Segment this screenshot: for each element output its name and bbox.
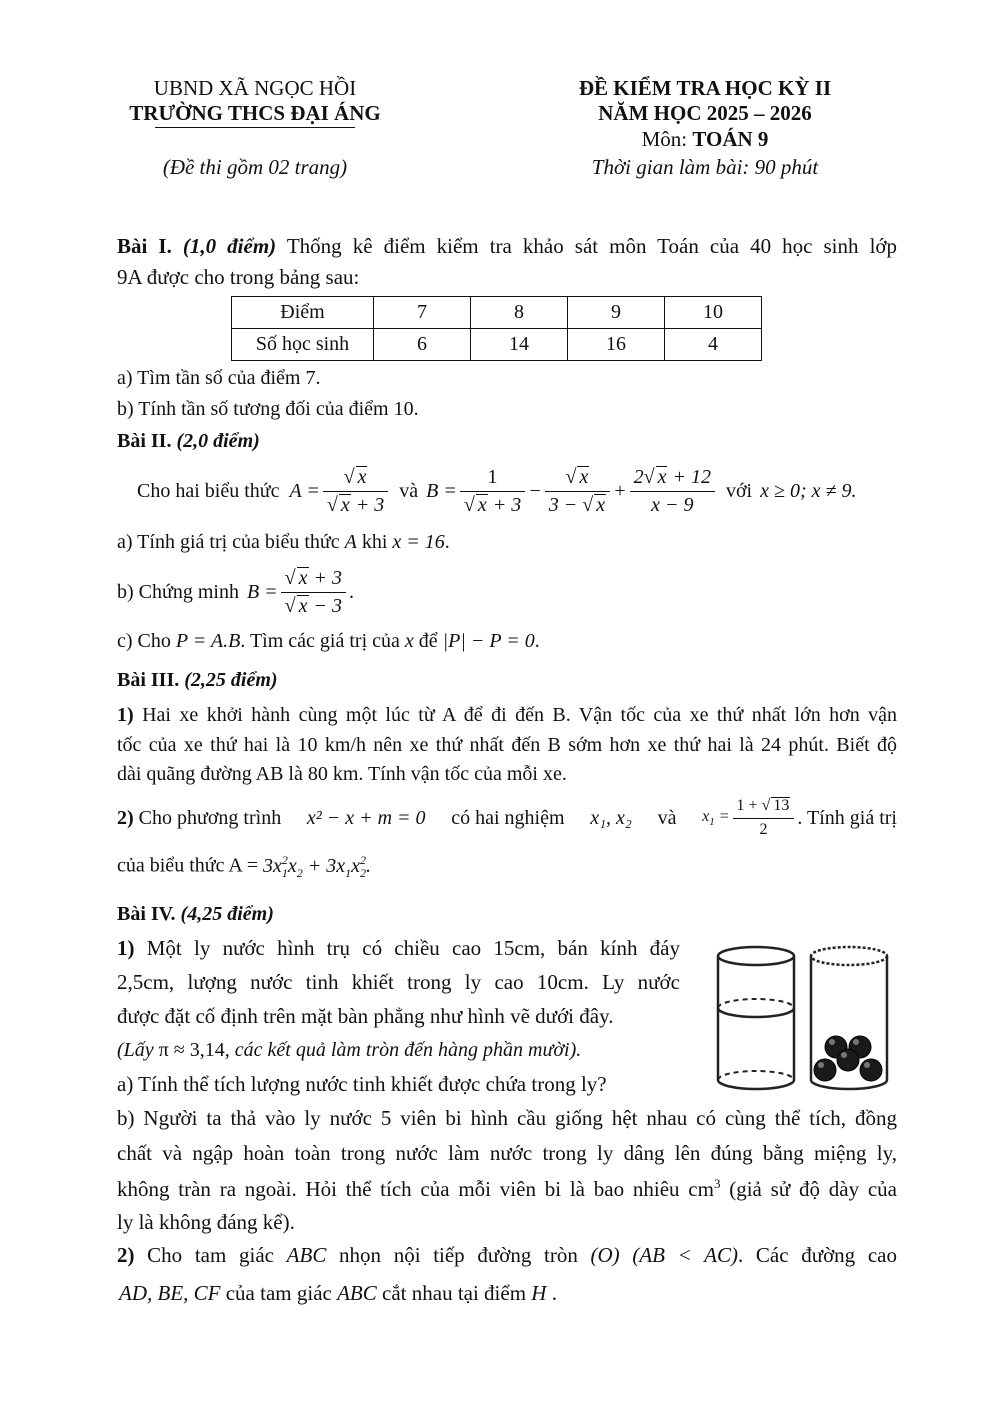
bai3-p2-root-value: $x_1$ = $\frac{1 + √ 13}{2}$ . Tính giá trị <box>702 797 897 838</box>
bai3-p2-suffix: . Tính giá trị <box>797 806 897 829</box>
bai2-heading <box>117 430 260 453</box>
bai3-p2-equation: x² − x + m = 0 <box>306 806 426 829</box>
bai3-p1-text1: Hai xe khởi hành cùng một lúc từ A để đi đến B. Vận tốc của xe thứ nhất lớn hơn vận <box>142 704 897 726</box>
cylinders-figure <box>712 938 898 1094</box>
bai1-points: (1,0 điểm) <box>182 234 277 258</box>
table-cell: 14 <box>471 329 568 361</box>
bai4-p2-num: 2) <box>117 1243 135 1267</box>
bai2-qc-de: để <box>418 630 438 652</box>
bai3-title: Bài III. <box>117 669 180 691</box>
header-school-name: TRƯỜNG THCS ĐẠI ÁNG <box>129 101 381 125</box>
bai2-and: và <box>399 479 419 502</box>
bai4-heading <box>117 903 274 926</box>
table-cell: Điểm <box>232 297 374 329</box>
table-cell: 10 <box>665 297 762 329</box>
bai4-p1-line1 <box>117 936 680 961</box>
expr-b-label: B = <box>426 479 457 502</box>
bai2-qa-text: a) Tính giá trị của biểu thức <box>117 531 340 553</box>
bai3-p2-expr-prefix: của biểu thức A = <box>117 854 258 877</box>
header-exam-title: ĐỀ KIỂM TRA HỌC KỲ II <box>578 76 832 100</box>
bai2-points: (2,0 điểm) <box>176 430 260 452</box>
bai2-qa-value: x = 16 <box>392 531 445 553</box>
bai3-p2-prefix: Cho phương trình <box>138 806 282 829</box>
table-cell: 9 <box>568 297 665 329</box>
bai3-p1-line1 <box>117 704 897 727</box>
bai3-p1-line2: tốc của xe thứ hai là 10 km/h nên xe thứ nhất đến B sớm hơn xe thứ hai là 24 phút. Biết độ <box>117 734 897 756</box>
bai1-title: Bài I. <box>117 234 172 258</box>
bai4-title: Bài IV. <box>117 903 176 925</box>
bai1-score-table <box>231 296 762 361</box>
bai4-p1-line3: được đặt cố định trên mặt bàn phẳng như hình vẽ dưới đây. <box>117 1004 614 1028</box>
header-page-count: (Đề thi gồm 02 trang) <box>162 155 348 179</box>
bai4-p1-pi: π ≈ 3,14 <box>158 1039 225 1061</box>
bai4-qb-note: (giả sử độ dày của <box>729 1177 897 1201</box>
bai2-qc-p: P = A.B <box>175 630 241 652</box>
bai4-question-a: a) Tính thể tích lượng nước tinh khiết được chứa trong ly? <box>117 1072 607 1096</box>
bai4-p2-circle: (O) (AB < AC) <box>590 1243 738 1267</box>
bai2-qa-var: A <box>344 531 357 553</box>
bai4-question-b-line2: chất và ngập hoàn toàn trong nước làm nước trong ly dâng lên đúng bằng miệng ly, <box>117 1141 897 1165</box>
bai2-with: với <box>725 479 753 502</box>
bai4-p2-h: H <box>531 1281 547 1305</box>
bai4-p2-line2 <box>119 1281 557 1306</box>
header-subject <box>520 127 890 152</box>
bai2-question-c: c) Cho P = A.B. Tìm các giá trị của x để |P| − P = 0. <box>117 630 540 652</box>
table-cell: 16 <box>568 329 665 361</box>
bai3-p1-num: 1) <box>117 704 134 726</box>
bai3-p2-line2 <box>117 853 371 881</box>
bai4-p2-text-b: nhọn nội tiếp đường tròn <box>339 1243 578 1267</box>
bai2-qa-when: khi <box>361 531 388 553</box>
bai3-heading <box>117 669 278 692</box>
bai3-p2-and: và <box>657 806 677 829</box>
expr-a-label: A = <box>289 479 320 502</box>
bai3-p1-line3: dài quãng đường AB là 80 km. Tính vận tốc của mỗi xe. <box>117 763 567 785</box>
bai2-title: Bài II. <box>117 430 172 452</box>
bai4-p1-note-c: , các kết quả làm tròn đến hàng phần mười). <box>224 1039 582 1061</box>
bai4-p1-note-a: (Lấy <box>117 1039 154 1061</box>
bai2-question-a: a) Tính giá trị của biểu thức A khi x = 16. <box>117 531 450 553</box>
bai4-question-b-line1: b) Người ta thả vào ly nước 5 viên bi hình cầu giống hệt nhau có cùng thể tích, đồng <box>117 1106 897 1130</box>
bai4-p2-abc: ABC <box>286 1243 327 1267</box>
bai3-p2-num: 2) <box>117 806 134 829</box>
bai1-question-b: b) Tính tần số tương đối của điểm 10. <box>117 398 419 420</box>
header-left-authority: UBND XÃ NGỌC HỒI <box>153 76 357 100</box>
bai4-qb-text: không tràn ra ngoài. Hỏi thể tích của mỗi viên bi là bao nhiêu cm <box>117 1177 714 1201</box>
bai4-p2-altitudes: AD, BE, CF <box>119 1281 221 1305</box>
bai4-p1-text1: Một ly nước hình trụ có chiều cao 15cm, bán kính đáy <box>146 936 681 960</box>
expr-b-term3: $\frac{2√ x + 12}{x - 9}$ <box>630 466 715 517</box>
bai3-p2-line1 <box>117 793 897 843</box>
bai3-points: (2,25 điểm) <box>184 669 278 691</box>
bai3-p2-roots: x₁, x₂ <box>590 806 632 829</box>
header-underline <box>155 127 355 128</box>
bai2-qb-fraction: $\frac{√ x + 3}{√ x - 3}$ <box>281 567 346 618</box>
bai4-p1-line2: 2,5cm, lượng nước tinh khiết trong ly cao 10cm. Ly nước <box>117 970 680 994</box>
bai4-p2-text-d: của tam giác <box>225 1281 332 1305</box>
bai2-qb-text: b) Chứng minh <box>117 580 239 603</box>
bai4-p2-text-a: Cho tam giác <box>147 1243 274 1267</box>
bai1-question-a: a) Tìm tần số của điểm 7. <box>117 367 321 389</box>
table-cell: 8 <box>471 297 568 329</box>
bai4-points: (4,25 điểm) <box>180 903 274 925</box>
header-subject-prefix: Môn: <box>641 127 693 151</box>
bai3-p2-mid: có hai nghiệm <box>451 806 565 829</box>
table-cell: 7 <box>374 297 471 329</box>
marbles <box>814 1036 882 1081</box>
expr-a-fraction: $\frac{√ x}{√ x + 3}$ <box>323 466 388 517</box>
table-row <box>232 329 762 361</box>
bai2-qc-text: c) Cho <box>117 630 171 652</box>
bai2-qc-x: x <box>404 630 414 652</box>
bai4-question-b-line4: ly là không đáng kể). <box>117 1210 295 1234</box>
expr-b-term2: $\frac{√ x}{3 - √ x}$ <box>545 466 610 517</box>
header-duration: Thời gian làm bài: 90 phút <box>591 155 819 179</box>
bai1-intro-line1 <box>117 234 897 259</box>
bai4-p1-line4 <box>117 1039 581 1062</box>
bai4-p2-text-c: . Các đường cao <box>737 1243 897 1267</box>
table-row <box>232 297 762 329</box>
bai2-question-b: b) Chứng minh B = $\frac{√ x + 3}{√ x - 3}$ . <box>117 566 355 617</box>
expr-b-term1: $\frac{1}{√ x + 3}$ <box>460 466 525 517</box>
bai4-p2-end: . <box>551 1281 557 1305</box>
bai2-qc-equation: |P| − P = 0 <box>442 630 535 652</box>
bai4-p2-text-e: cắt nhau tại điểm <box>382 1281 527 1305</box>
bai3-p2-expression: $3x_1^2x_2 + 3x_1x_2^2$. <box>262 853 372 880</box>
bai1-intro-line2: 9A được cho trong bảng sau: <box>117 265 360 289</box>
header-school-year: NĂM HỌC 2025 – 2026 <box>598 101 812 125</box>
bai2-expressions: Cho hai biểu thức A = $\frac{√ x}{√ x + 3}$ và B = $\frac{1}{√ x + 3}$ − $\frac{√ x}{3 - √ x}$ + $\frac{2√ x + 12}{x - 9}$ với x ≥ 0; x ≠ 9. <box>137 465 857 516</box>
bai2-qc-mid: . Tìm các giá trị của <box>240 630 400 652</box>
bai4-question-b-line3: không tràn ra ngoài. Hỏi thể tích của mỗi viên bi là bao nhiêu $cm^3$ (giả sử độ dày của <box>117 1176 897 1201</box>
bai4-p2-line1 <box>117 1243 897 1268</box>
bai2-given-prefix: Cho hai biểu thức <box>137 479 280 502</box>
table-cell: 6 <box>374 329 471 361</box>
bai4-p2-abc-2: ABC <box>337 1281 377 1305</box>
table-cell: 4 <box>665 329 762 361</box>
table-cell: Số học sinh <box>232 329 374 361</box>
bai4-p1-num: 1) <box>117 936 135 960</box>
bai2-condition: x ≥ 0; x ≠ 9. <box>760 479 857 502</box>
bai1-intro-a: Thống kê điểm kiểm tra khảo sát môn Toán của 40 học sinh lớp <box>286 234 898 258</box>
header-subject-name: TOÁN 9 <box>692 127 769 151</box>
